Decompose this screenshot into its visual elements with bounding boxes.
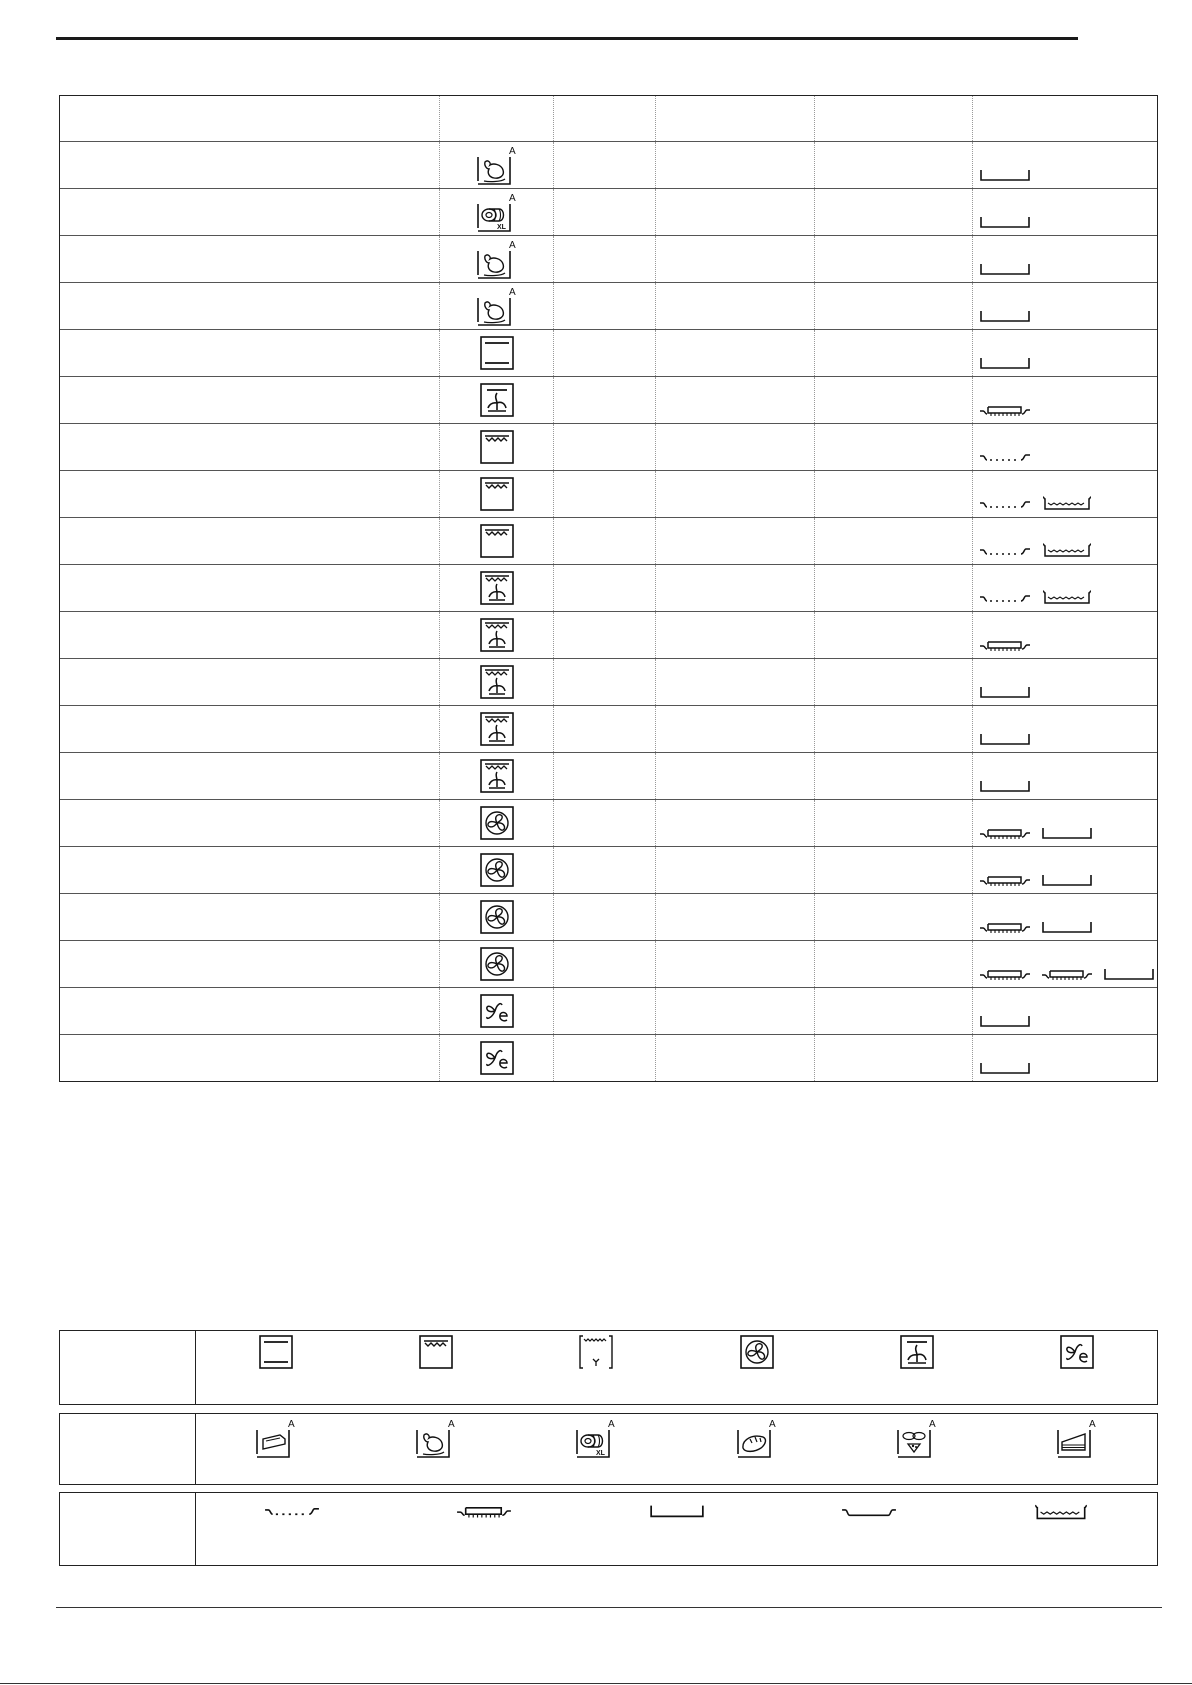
table-row — [60, 141, 1157, 188]
legend-functions-label — [60, 1331, 196, 1404]
temperature-cell — [655, 283, 814, 329]
flat-tray-icon — [841, 1503, 897, 1519]
drip-tray-icon — [1041, 493, 1093, 511]
temperature-cell — [655, 236, 814, 282]
time-cell — [814, 424, 972, 470]
time-cell — [814, 142, 972, 188]
conventional-heat-icon — [259, 1335, 293, 1369]
wire-shelf-icon — [264, 1503, 320, 1519]
auto-badge: A — [1088, 1419, 1096, 1430]
level-cell — [553, 800, 655, 846]
convection-fan-icon — [480, 803, 514, 843]
function-cell — [439, 941, 553, 987]
temperature-cell — [655, 800, 814, 846]
fan-grill-icon — [480, 709, 514, 749]
pan-icon — [979, 354, 1031, 370]
convection-fan-icon — [480, 897, 514, 937]
eco-fan-icon — [480, 1038, 514, 1078]
table-row — [60, 282, 1157, 329]
auto-badge: A — [508, 240, 516, 251]
level-cell — [553, 471, 655, 517]
tray-rack-icon — [979, 636, 1031, 652]
time-cell — [814, 988, 972, 1034]
function-cell — [439, 894, 553, 940]
roast-poultry-auto-icon — [477, 145, 517, 185]
roast-poultry-auto-icon — [477, 239, 517, 279]
drip-tray-icon — [1041, 587, 1093, 605]
function-cell — [439, 753, 553, 799]
table-row — [60, 470, 1157, 517]
tray-rack-icon — [456, 1503, 512, 1519]
auto-poultry-icon — [416, 1418, 456, 1458]
level-cell — [553, 894, 655, 940]
auto-badge: A — [448, 1419, 455, 1430]
accessory-cell — [972, 753, 1157, 799]
temperature-cell — [655, 518, 814, 564]
food-cell — [60, 518, 439, 564]
grill-icon — [480, 474, 514, 514]
temperature-cell — [655, 142, 814, 188]
food-cell — [60, 424, 439, 470]
pan-icon — [1041, 871, 1093, 887]
drip-tray-icon — [1033, 1503, 1089, 1521]
level-cell — [553, 189, 655, 235]
table-row — [60, 893, 1157, 940]
function-cell — [439, 1035, 553, 1081]
time-cell — [814, 941, 972, 987]
auto-bread-icon — [737, 1418, 777, 1458]
temperature-cell — [655, 706, 814, 752]
function-cell — [439, 847, 553, 893]
food-cell — [60, 283, 439, 329]
pan-icon — [979, 730, 1031, 746]
convection-fan-icon — [480, 944, 514, 984]
auto-badge: A — [508, 287, 516, 298]
table-row — [60, 752, 1157, 799]
footer-rule — [56, 1607, 1162, 1608]
fan-grill-icon — [480, 568, 514, 608]
time-cell — [814, 800, 972, 846]
eco-fan-icon — [1060, 1335, 1094, 1369]
function-cell — [439, 377, 553, 423]
header-food — [60, 96, 439, 141]
pan-icon — [979, 777, 1031, 793]
level-cell — [553, 565, 655, 611]
table-header-row — [60, 96, 1157, 141]
time-cell — [814, 612, 972, 658]
accessory-cell — [972, 1035, 1157, 1081]
temperature-cell — [655, 659, 814, 705]
page-edge-rule — [0, 1683, 1192, 1684]
fan-grill-icon — [480, 662, 514, 702]
table-row — [60, 235, 1157, 282]
food-cell — [60, 612, 439, 658]
time-cell — [814, 283, 972, 329]
wire-shelf-icon — [979, 448, 1031, 464]
food-cell — [60, 753, 439, 799]
accessory-cell — [972, 471, 1157, 517]
function-cell — [439, 142, 553, 188]
temperature-cell — [655, 565, 814, 611]
function-cell — [439, 706, 553, 752]
wire-shelf-icon — [979, 589, 1031, 605]
tray-rack-icon — [979, 918, 1031, 934]
function-cell — [439, 424, 553, 470]
temperature-cell — [655, 424, 814, 470]
temperature-cell — [655, 1035, 814, 1081]
function-cell — [439, 330, 553, 376]
food-cell — [60, 236, 439, 282]
accessory-cell — [972, 142, 1157, 188]
tray-rack-icon — [979, 401, 1031, 417]
level-cell — [553, 1035, 655, 1081]
tray-rack-icon — [979, 871, 1031, 887]
pan-icon — [979, 166, 1031, 182]
time-cell — [814, 330, 972, 376]
pan-icon — [1041, 918, 1093, 934]
accessory-cell — [972, 424, 1157, 470]
function-cell — [439, 988, 553, 1034]
accessory-cell — [972, 377, 1157, 423]
header-level — [553, 96, 655, 141]
level-cell — [553, 518, 655, 564]
tray-rack-icon — [979, 824, 1031, 840]
grill-icon — [419, 1335, 453, 1369]
header-temperature — [655, 96, 814, 141]
temperature-cell — [655, 753, 814, 799]
eco-fan-icon — [480, 991, 514, 1031]
accessory-cell — [972, 283, 1157, 329]
auto-badge: A — [288, 1419, 295, 1430]
time-cell — [814, 706, 972, 752]
table-row — [60, 564, 1157, 611]
fan-with-grill-top-icon — [900, 1335, 934, 1369]
food-cell — [60, 988, 439, 1034]
temperature-cell — [655, 847, 814, 893]
cooking-table — [59, 95, 1158, 1082]
grill-icon — [480, 521, 514, 561]
table-row — [60, 329, 1157, 376]
function-cell — [439, 189, 553, 235]
time-cell — [814, 518, 972, 564]
function-cell — [439, 612, 553, 658]
time-cell — [814, 894, 972, 940]
tray-rack-icon — [979, 965, 1031, 981]
function-cell — [439, 518, 553, 564]
accessory-cell — [972, 800, 1157, 846]
legend-functions — [59, 1330, 1158, 1405]
temperature-cell — [655, 471, 814, 517]
table-row — [60, 188, 1157, 235]
legend-accessories — [59, 1492, 1158, 1566]
accessory-cell — [972, 236, 1157, 282]
legend-auto-label — [60, 1414, 196, 1484]
function-cell — [439, 283, 553, 329]
food-cell — [60, 471, 439, 517]
level-cell — [553, 659, 655, 705]
function-cell — [439, 236, 553, 282]
food-cell — [60, 142, 439, 188]
auto-casserole-icon — [256, 1418, 296, 1458]
legend-accessories-label — [60, 1493, 196, 1565]
pan-icon — [649, 1503, 705, 1519]
auto-pizza-icon — [897, 1418, 937, 1458]
level-cell — [553, 753, 655, 799]
pan-icon — [979, 683, 1031, 699]
food-cell — [60, 330, 439, 376]
temperature-cell — [655, 189, 814, 235]
level-cell — [553, 706, 655, 752]
accessory-cell — [972, 518, 1157, 564]
level-cell — [553, 424, 655, 470]
table-row — [60, 846, 1157, 893]
level-cell — [553, 988, 655, 1034]
food-cell — [60, 941, 439, 987]
level-cell — [553, 142, 655, 188]
food-cell — [60, 894, 439, 940]
temperature-cell — [655, 377, 814, 423]
header-time — [814, 96, 972, 141]
level-cell — [553, 377, 655, 423]
level-cell — [553, 236, 655, 282]
time-cell — [814, 565, 972, 611]
food-cell — [60, 1035, 439, 1081]
temperature-cell — [655, 988, 814, 1034]
table-row — [60, 987, 1157, 1034]
accessory-cell — [972, 612, 1157, 658]
table-row — [60, 611, 1157, 658]
accessory-cell — [972, 659, 1157, 705]
auto-badge: A — [608, 1419, 616, 1430]
table-row — [60, 423, 1157, 470]
table-row — [60, 940, 1157, 987]
pan-icon — [979, 260, 1031, 276]
auto-meat-xl-icon — [576, 1418, 616, 1458]
level-cell — [553, 941, 655, 987]
table-row — [60, 517, 1157, 564]
time-cell — [814, 753, 972, 799]
function-cell — [439, 800, 553, 846]
temperature-cell — [655, 894, 814, 940]
convection-fan-icon — [480, 850, 514, 890]
time-cell — [814, 189, 972, 235]
food-cell — [60, 565, 439, 611]
food-cell — [60, 800, 439, 846]
accessory-cell — [972, 894, 1157, 940]
accessory-cell — [972, 706, 1157, 752]
level-cell — [553, 330, 655, 376]
convection-fan-icon — [740, 1335, 774, 1369]
time-cell — [814, 471, 972, 517]
top-rule — [56, 37, 1078, 40]
function-cell — [439, 471, 553, 517]
auto-badge: A — [928, 1419, 936, 1430]
conventional-heat-icon — [480, 333, 514, 373]
header-function — [439, 96, 553, 141]
header-accessories — [972, 96, 1157, 141]
temperature-cell — [655, 330, 814, 376]
legend-auto-programs — [59, 1413, 1158, 1485]
fan-grill-icon — [480, 615, 514, 655]
accessory-cell — [972, 330, 1157, 376]
time-cell — [814, 1035, 972, 1081]
function-cell — [439, 659, 553, 705]
auto-badge: A — [508, 146, 516, 157]
roast-poultry-auto-icon — [477, 286, 517, 326]
food-cell — [60, 847, 439, 893]
pan-icon — [979, 213, 1031, 229]
pan-icon — [979, 1059, 1031, 1075]
roast-meat-xl-auto-icon — [477, 192, 517, 232]
food-cell — [60, 189, 439, 235]
time-cell — [814, 659, 972, 705]
tray-rack-icon — [1041, 965, 1093, 981]
food-cell — [60, 706, 439, 752]
level-cell — [553, 283, 655, 329]
temperature-cell — [655, 941, 814, 987]
table-row — [60, 658, 1157, 705]
fan-grill-icon — [480, 756, 514, 796]
time-cell — [814, 236, 972, 282]
pan-icon — [979, 307, 1031, 323]
grill-icon — [480, 427, 514, 467]
table-row — [60, 376, 1157, 423]
pan-icon — [1041, 824, 1093, 840]
level-cell — [553, 612, 655, 658]
accessory-cell — [972, 941, 1157, 987]
fan-with-grill-top-icon — [480, 380, 514, 420]
table-row — [60, 799, 1157, 846]
level-cell — [553, 847, 655, 893]
turbo-grill-icon — [579, 1335, 613, 1369]
accessory-cell — [972, 565, 1157, 611]
pan-icon — [1103, 965, 1155, 981]
auto-badge: A — [768, 1419, 776, 1430]
temperature-cell — [655, 612, 814, 658]
table-row — [60, 1034, 1157, 1081]
time-cell — [814, 377, 972, 423]
table-row — [60, 705, 1157, 752]
auto-cake-icon — [1057, 1418, 1097, 1458]
food-cell — [60, 377, 439, 423]
wire-shelf-icon — [979, 495, 1031, 511]
time-cell — [814, 847, 972, 893]
accessory-cell — [972, 988, 1157, 1034]
drip-tray-icon — [1041, 540, 1093, 558]
wire-shelf-icon — [979, 542, 1031, 558]
pan-icon — [979, 1012, 1031, 1028]
function-cell — [439, 565, 553, 611]
accessory-cell — [972, 189, 1157, 235]
accessory-cell — [972, 847, 1157, 893]
food-cell — [60, 659, 439, 705]
auto-badge: A — [508, 193, 516, 204]
